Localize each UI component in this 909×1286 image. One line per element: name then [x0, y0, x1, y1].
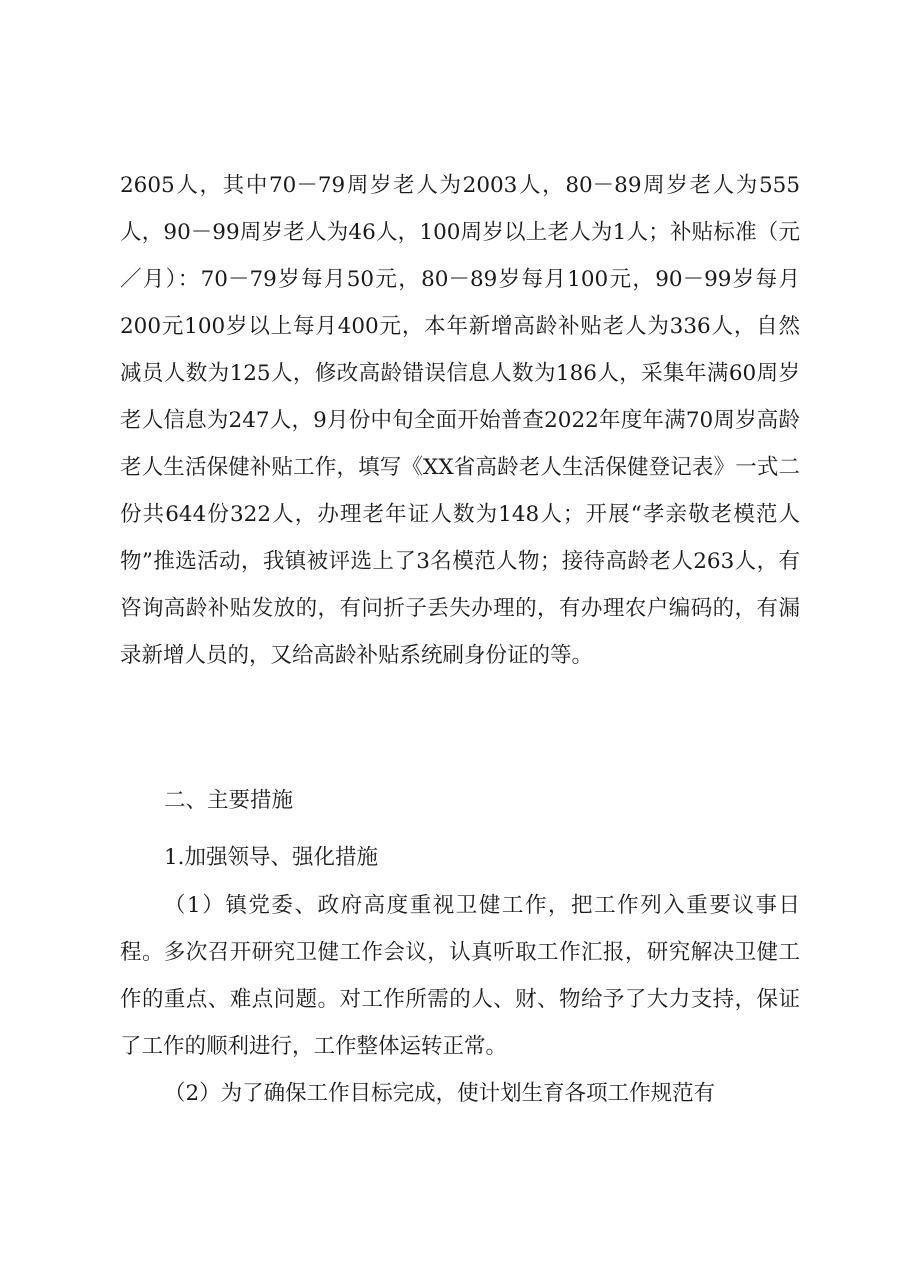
body-paragraph: （2）为了确保工作目标完成，使计划生育各项工作规范有 — [164, 1081, 716, 1106]
body-paragraph: （1）镇党委、政府高度重视卫健工作，把工作列入重要议事日程。多次召开研究卫健工作会议，认真听取工作汇报，研究解决卫健工作的重点、难点问题。对工作所需的人、财、物给予了大力支持，保证了工作的顺利进行，工作整体运转正常。 — [120, 893, 800, 1059]
section-heading: 二、主要措施 — [164, 788, 294, 813]
subsection-heading: 1.加强领导、强化措施 — [164, 845, 379, 870]
body-paragraph: 2605人，其中70－79周岁老人为2003人，80－89周岁老人为555人，90－99周岁老人为46人，100周岁以上老人为1人；补贴标准（元／月）：70－79岁每月50元，80－89岁每月100元，90－99岁每月200元100岁以上每月400元，本年新增高龄补贴老人为336人，自然减员人数为125人，修改高龄错误信息人数为186人，采集年满60周岁老人信息为247人，9月份中旬全面开始普查2022年度年满70周岁高龄老人生活保健补贴工作，填写《XX省高龄老人生活保健登记表》一式二份共644份322人，办理老年证人数为148人；开展“孝亲敬老模范人物”推选活动，我镇被评选上了3名模范人物；接待高龄老人263人，有咨询高龄补贴发放的，有问折子丢失办理的，有办理农户编码的，有漏录新增人员的，又给高龄补贴系统刷身份证的等。 — [120, 173, 800, 668]
